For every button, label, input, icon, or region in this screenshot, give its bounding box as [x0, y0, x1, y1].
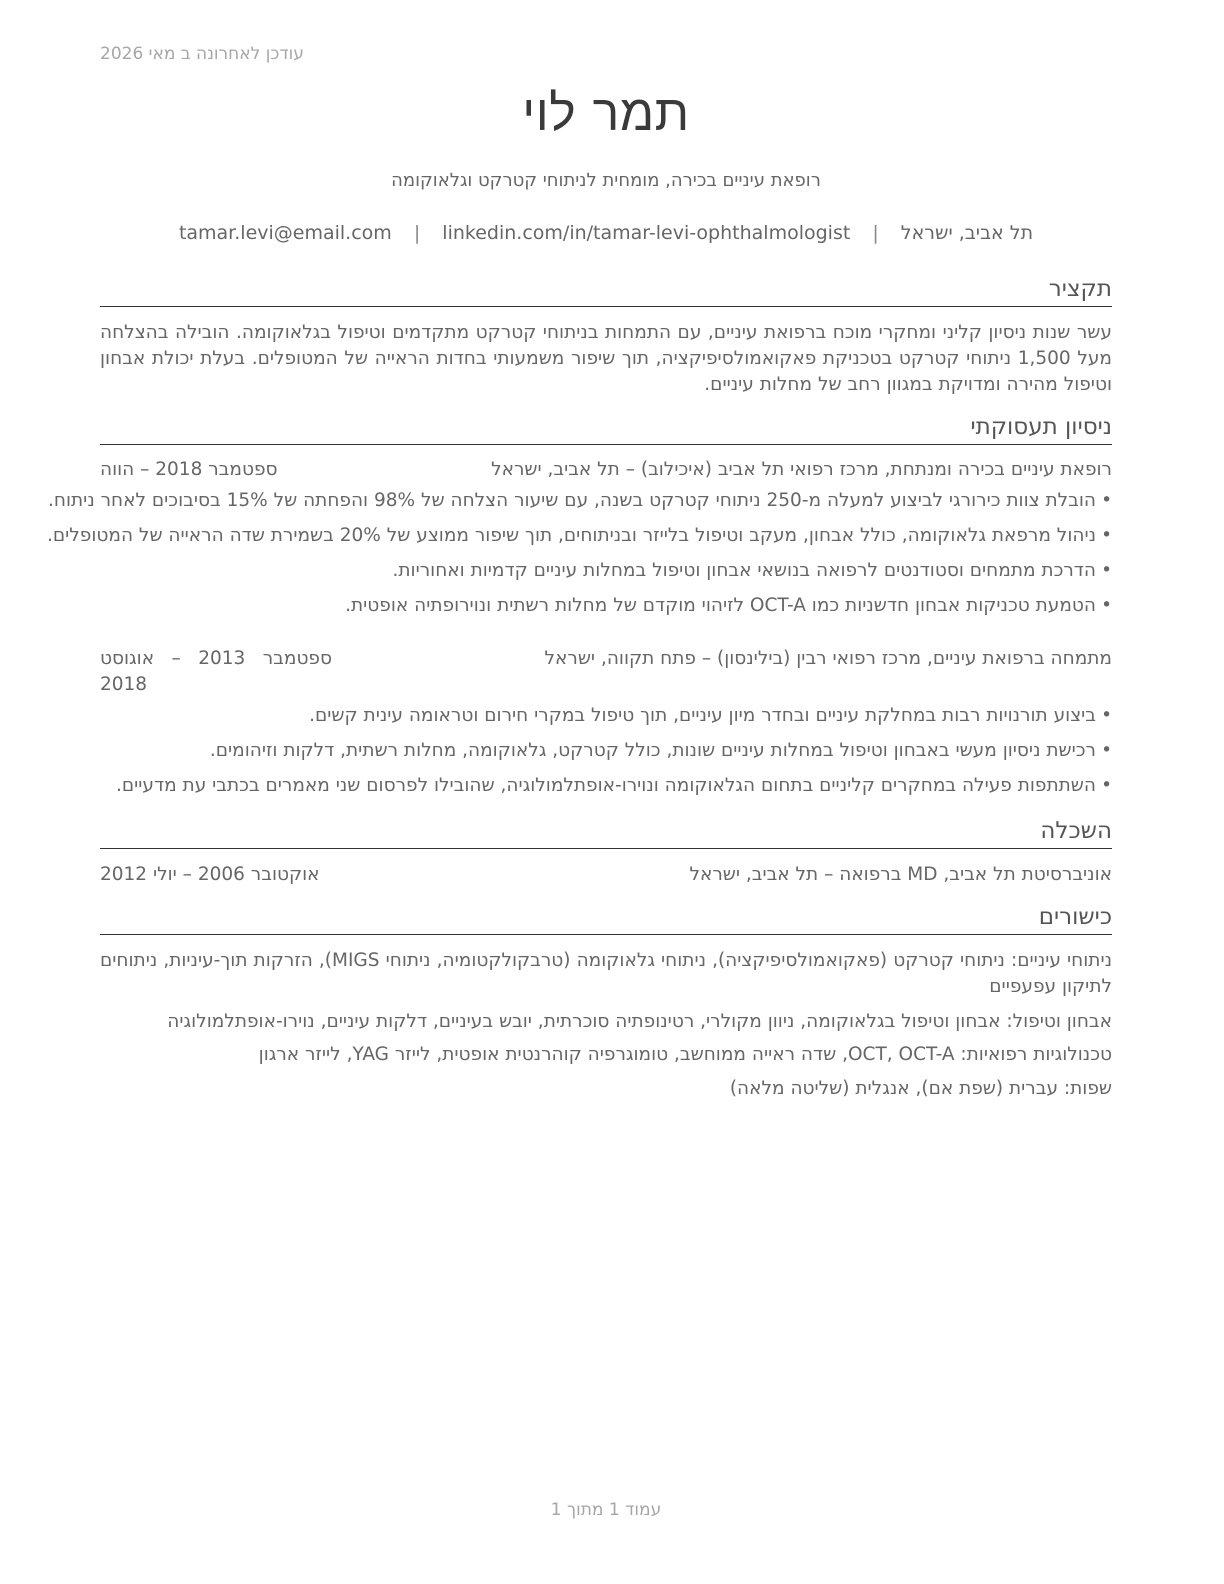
linkedin-link[interactable]: linkedin.com/in/tamar-levi-ophthalmologist	[442, 222, 851, 244]
contact-line	[100, 222, 1112, 244]
education-institution: אוניברסיטת תל אביב, MD ברפואה – תל אביב, ישראל	[689, 864, 1112, 885]
job-bullet: • ניהול מרפאת גלאוקומה, כולל אבחון, מעקב וטיפול בלייזר ובניתוחים, תוך שיפור ממוצע של 20% בשמירת שדה הראייה של המטופלים.	[100, 523, 1112, 549]
job-dates: ספטמבר 2013 – אוגוסט 2018	[100, 648, 332, 695]
section-title-skills: כישורים	[100, 902, 1112, 935]
section-title-experience: ניסיון תעסוקתי	[100, 412, 1112, 445]
job-bullet: • הטמעת טכניקות אבחון חדשניות כמו OCT-A לזיהוי מוקדם של מחלות רשתית ונוירופתיה אופטית.	[100, 593, 1112, 619]
skill-line: טכנולוגיות רפואיות: OCT, OCT-A, שדה ראייה ממוחשב, טומוגרפיה קוהרנטית אופטית, לייזר YAG, לייזר ארגון	[258, 1044, 1112, 1065]
contact-separator: |	[872, 222, 879, 244]
page-number: עמוד 1 מתוך 1	[550, 1500, 662, 1520]
skill-line: שפות: עברית (שפת אם), אנגלית (שליטה מלאה)	[729, 1078, 1112, 1099]
section-title-summary: תקציר	[100, 274, 1112, 307]
job-bullet: • השתתפות פעילה במחקרים קליניים בתחום הגלאוקומה ונוירו-אופתלמולוגיה, שהובילו לפרסום שני מאמרים בכתבי עת מדעיים.	[100, 773, 1112, 799]
job-bullet: • הדרכת מתמחים וסטודנטים לרפואה בנושאי אבחון וטיפול במחלות עיניים קדמיות ואחוריות.	[100, 558, 1112, 584]
contact-separator: |	[413, 222, 421, 244]
job-bullets	[47, 488, 1112, 628]
headline: רופאת עיניים בכירה, מומחית לניתוחי קטרקט וגלאוקומה	[391, 170, 821, 191]
skill-line: ניתוחי עיניים: ניתוחי קטרקט (פאקואמולסיפיקציה), ניתוחי גלאוקומה (טרבקולקטומיה, ניתוחי MIGS), הזרקות תוך-עיניות, ניתוחים לתיקון עפעפיים	[100, 950, 1112, 997]
summary-text: עשר שנות ניסיון קליני ומחקרי מוכח ברפואת עיניים, עם התמחות בניתוחי קטרקט מתקדמים וטיפול בגלאוקומה. הובילה בהצלחה מעל 1,500 ניתוחי קטרקט בטכניקת פאקואמולסיפיקציה, תוך שיפור משמעותי בחדות הראייה של המטופלים. בעלת יכולת אבחון וטיפול מהירה ומדויקת במגוון רחב של מחלות עיניים.	[100, 322, 1112, 395]
education-dates: אוקטובר 2006 – יולי 2012	[100, 864, 320, 885]
job-bullet: • הובלת צוות כירורגי לביצוע למעלה מ-250 ניתוחי קטרקט בשנה, עם שיעור הצלחה של 98% והפחתה של 15% בסיבוכים לאחר ניתוח.	[100, 488, 1112, 514]
last-updated: עודכן לאחרונה ב מאי 2026	[100, 44, 304, 64]
skill-line: אבחון וטיפול: אבחון וטיפול בגלאוקומה, ניוון מקולרי, רטינופתיה סוכרתית, יובש בעיניים, דלקות עיניים, נוירו-אופתלמולוגיה	[167, 1011, 1112, 1032]
job-bullet: • רכישת ניסיון מעשי באבחון וטיפול במחלות עיניים שונות, כולל קטרקט, גלאוקומה, מחלות רשתית, דלקות וזיהומים.	[100, 738, 1112, 764]
job-bullets	[100, 703, 1112, 808]
email-link[interactable]: tamar.levi@email.com	[178, 222, 392, 244]
job-role: מתמחה ברפואת עיניים, מרכז רפואי רבין (בילינסון) – פתח תקווה, ישראל	[544, 648, 1112, 669]
location: תל אביב, ישראל	[900, 222, 1034, 244]
resume-page	[47, 0, 1112, 1584]
job-dates: ספטמבר 2018 – הווה	[100, 459, 278, 480]
job-role: רופאת עיניים בכירה ומנתחת, מרכז רפואי תל אביב (איכילוב) – תל אביב, ישראל	[491, 459, 1112, 480]
candidate-name: תמר לוי	[522, 84, 690, 142]
job-bullet: • ביצוע תורנויות רבות במחלקת עיניים ובחדר מיון עיניים, תוך טיפול במקרי חירום וטראומה עינית קשים.	[100, 703, 1112, 729]
section-title-education: השכלה	[100, 816, 1112, 849]
